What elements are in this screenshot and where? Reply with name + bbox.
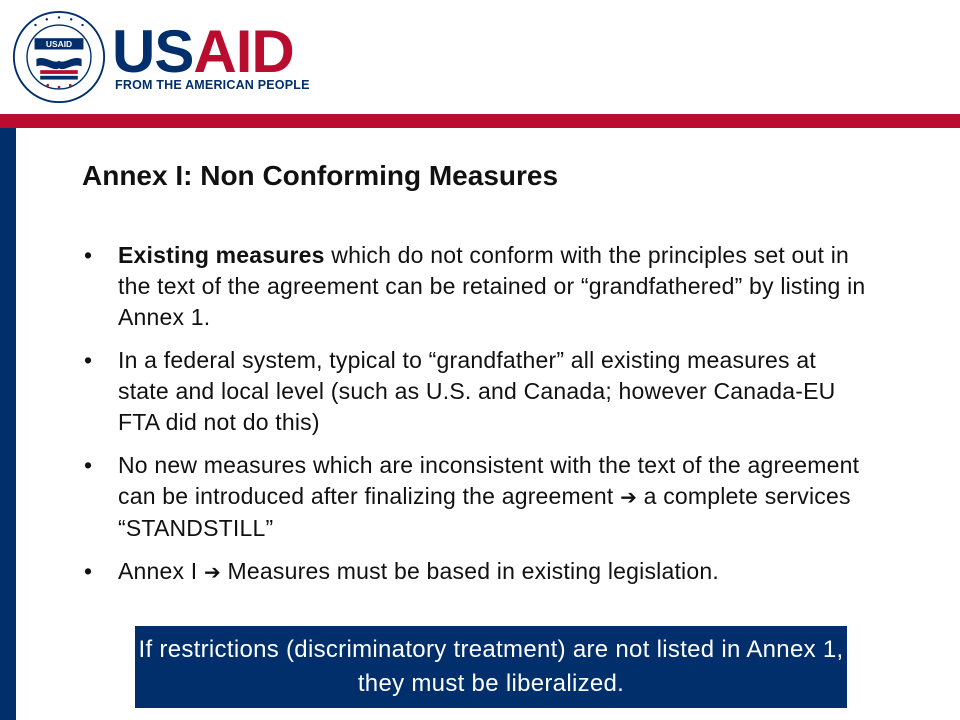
svg-text:USAID: USAID (45, 39, 73, 50)
bullet-marker: • (84, 347, 93, 373)
usaid-seal-logo (12, 10, 106, 104)
bullet-item (82, 345, 872, 438)
bullet-marker: • (84, 558, 93, 584)
bullet-item (82, 240, 872, 333)
arrow-icon: ➔ (620, 485, 638, 509)
bullet-list (82, 240, 872, 600)
header-red-band (0, 114, 960, 128)
bullet-text: Measures must be based in existing legislation. (220, 558, 719, 584)
bullet-text: In a federal system, typical to “grandfather” all existing measures at state and local level (such as U.S. and Canada; however Canada-EU FTA did not do this) (118, 347, 836, 435)
slide-title: Annex I: Non Conforming Measures (82, 160, 559, 191)
bullet-item (82, 556, 872, 588)
bullet-text: No new measures which are inconsistent with the text of the agreement can be introduced after finalizing the agreement (118, 452, 860, 509)
bullet-text: Annex I (118, 558, 204, 584)
bullet-marker: • (84, 452, 93, 478)
logo-tagline: FROM THE AMERICAN PEOPLE (115, 78, 310, 92)
bullet-bold-text: Existing measures (118, 242, 325, 268)
usaid-wordmark-logo: USAID (112, 18, 294, 85)
arrow-icon: ➔ (204, 560, 221, 584)
bullet-item (82, 450, 872, 544)
left-blue-bar (0, 128, 16, 720)
bullet-text: a complete services “STANDSTILL” (118, 483, 851, 541)
bullet-marker: • (84, 242, 93, 268)
bullet-text: which do not conform with the principles set out in the text of the agreement can be retained or “grandfathered” by listing in Annex 1. (118, 242, 866, 330)
callout-text: If restrictions (discriminatory treatment) are not listed in Annex 1, they must be liberalized. (138, 636, 844, 697)
callout-box (135, 626, 847, 708)
